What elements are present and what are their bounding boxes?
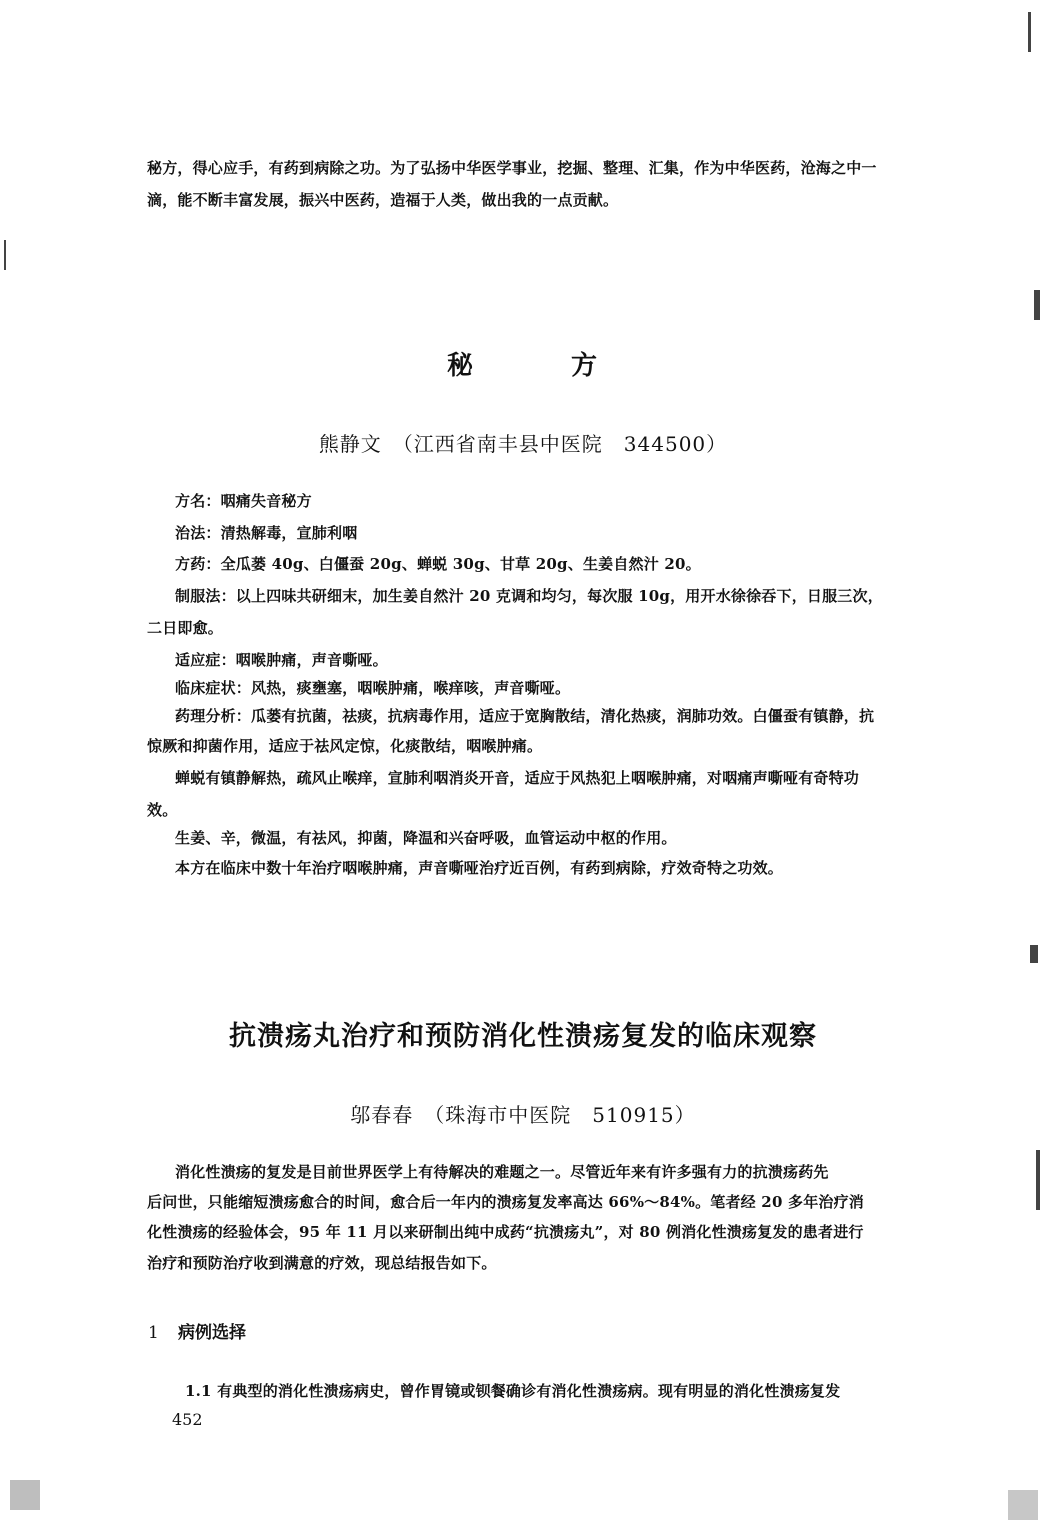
article1-line-7: 临床症状：风热，痰壅塞，咽喉肿痛，喉痒咳，声音嘶哑。 — [175, 679, 571, 697]
article1-title-left: 秘 — [446, 351, 475, 381]
article1-line-3: 方药：全瓜蒌 40g、白僵蚕 20g、蝉蜕 30g、甘草 20g、生姜自然汁 20。 — [175, 555, 701, 573]
scan-speck — [1034, 290, 1040, 320]
article2-line-2: 后问世，只能缩短溃疡愈合的时间，愈合后一年内的溃疡复发率高达 66%～84%。笔者经 20 多年治疗消 — [147, 1193, 864, 1211]
scan-speck — [10, 1480, 40, 1510]
article2-line-3: 化性溃疡的经验体会，95 年 11 月以来研制出纯中成药“抗溃疡丸”，对 80 例消化性溃疡复发的患者进行 — [147, 1223, 864, 1241]
article1-title — [0, 345, 1046, 382]
article1-line-9: 惊厥和抑菌作用，适应于祛风定惊，化痰散结，咽喉肿痛。 — [147, 737, 543, 755]
scan-speck — [4, 240, 6, 270]
section-heading — [148, 1318, 246, 1343]
article2-line-1: 消化性溃疡的复发是目前世界医学上有待解决的难题之一。尽管近年来有许多强有力的抗溃疡药先 — [175, 1163, 829, 1181]
article1-line-6: 适应症：咽喉肿痛，声音嘶哑。 — [175, 651, 388, 669]
article1-author: 熊静文 （江西省南丰县中医院 344500） — [318, 432, 728, 456]
article2-title: 抗溃疡丸治疗和预防消化性溃疡复发的临床观察 — [229, 1021, 817, 1052]
section-title: 病例选择 — [178, 1323, 246, 1343]
article2-line-4: 治疗和预防治疗收到满意的疗效，现总结报告如下。 — [147, 1254, 497, 1272]
scan-speck — [1036, 1150, 1040, 1210]
scan-speck — [1030, 945, 1038, 963]
article2-author: 邬春春 （珠海市中医院 510915） — [350, 1103, 696, 1127]
scan-speck — [1008, 1490, 1038, 1520]
article1-line-12: 生姜、辛，微温，有祛风，抑菌，降温和兴奋呼吸，血管运动中枢的作用。 — [175, 829, 677, 847]
article1-line-11: 效。 — [147, 801, 178, 819]
article1-line-5: 二日即愈。 — [147, 619, 224, 637]
article1-line-4: 制服法：以上四味共研细末，加生姜自然汁 20 克调和均匀，每次服 10g，用开水徐徐吞下，日服三次， — [175, 587, 883, 605]
article1-line-2: 治法：清热解毒，宣肺利咽 — [175, 524, 358, 542]
intro-line-2: 滴，能不断丰富发展，振兴中医药，造福于人类，做出我的一点贡献。 — [147, 191, 619, 209]
article1-title-right: 方 — [571, 351, 600, 381]
article1-line-1: 方名：咽痛失音秘方 — [175, 492, 312, 510]
article1-line-10: 蝉蜕有镇静解热，疏风止喉痒，宣肺利咽消炎开音，适应于风热犯上咽喉肿痛，对咽痛声嘶哑有奇特功 — [175, 769, 860, 787]
page-number: 452 — [172, 1410, 203, 1429]
section-number: 1 — [148, 1323, 159, 1343]
scan-speck — [1028, 12, 1031, 52]
intro-line-1: 秘方，得心应手，有药到病除之功。为了弘扬中华医学事业，挖掘、整理、汇集，作为中华医药，沧海之中一 — [147, 159, 877, 177]
article1-line-13: 本方在临床中数十年治疗咽喉肿痛，声音嘶哑治疗近百例，有药到病除，疗效奇特之功效。 — [175, 859, 784, 877]
article2-last-line: 1.1 有典型的消化性溃疡病史，曾作胃镜或钡餐确诊有消化性溃疡病。现有明显的消化性溃疡复发 — [185, 1382, 841, 1400]
article1-line-8: 药理分析：瓜蒌有抗菌，祛痰，抗病毒作用，适应于宽胸散结，清化热痰，润肺功效。白僵蚕有镇静，抗 — [175, 707, 875, 725]
